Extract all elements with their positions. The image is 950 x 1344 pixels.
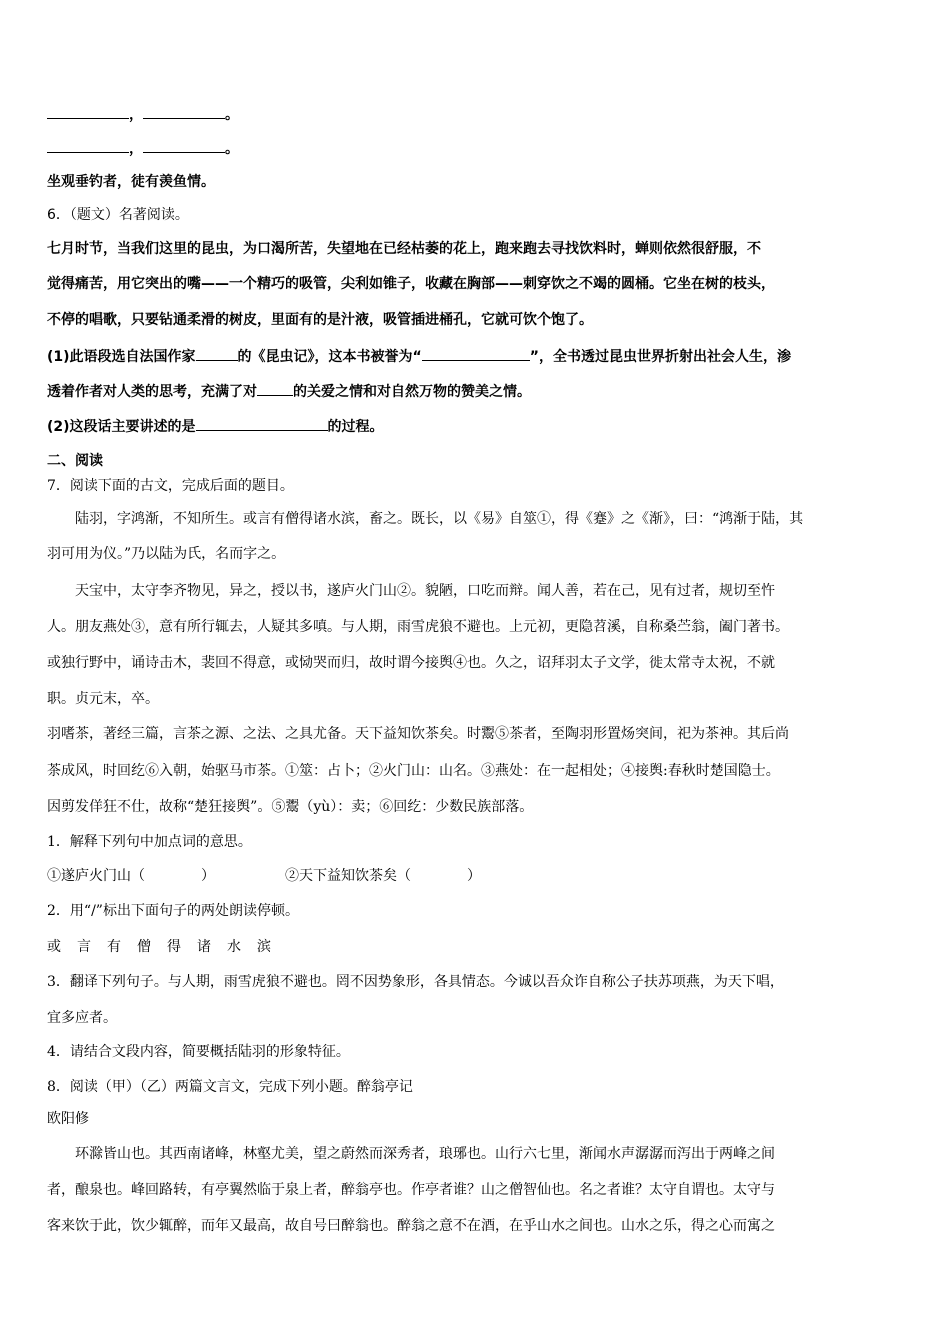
q6-passage-line: 觉得痛苦，用它突出的嘴——一个精巧的吸管，尖利如锥子，收藏在胸部——刺穿饮之不竭的圆桶。它坐在树的枝头， [47,276,775,292]
q8-para-line: 环滁皆山也。其西南诸峰，林壑尤美，望之蔚然而深秀者，琅琊也。山行六七里，渐闻水声潺潺而泻出于两峰之间 [75,1146,775,1162]
q7-para-line: 茶成风，时回纥⑥入朝，始驱马市茶。①筮：占卜；②火门山：山名。③燕处：在一起相处；④接舆:春秋时楚国隐士。 [47,763,780,779]
poem-line: 坐观垂钓者，徒有羡鱼情。 [47,174,215,190]
answer-blank[interactable] [143,104,225,119]
poem-blank-line-1: ， 。 [47,104,239,125]
q7-subquestion-3: 3．翻译下列句子。与人期，雨雪虎狼不避也。罔不因势象形，各具情态。今诚以吾众诈自称公子扶苏项燕，为天下唱， [47,974,784,990]
answer-slot-1[interactable]: ①遂庐火门山（ ） [47,868,215,884]
q7-subquestion-1-items [47,866,481,886]
answer-blank[interactable] [422,346,530,361]
q8-author: 欧阳修 [47,1111,89,1127]
question-6-title: 6．（题文）名著阅读。 [47,207,189,223]
poem-blank-line-2: ， 。 [47,138,239,159]
q7-footnote-line: 因剪发佯狂不仕，故称“楚狂接舆”。⑤鬻（yù）：卖；⑥回纥：少数民族部落。 [47,799,534,815]
q8-para-line: 者，酿泉也。峰回路转，有亭翼然临于泉上者，醉翁亭也。作亭者谁？山之僧智仙也。名之者谁？太守自谓也。太守与 [47,1182,775,1198]
question-7-title: 7．阅读下面的古文，完成后面的题目。 [47,478,294,494]
q7-para-line: 职。贞元末，卒。 [47,691,159,707]
answer-blank[interactable] [196,346,238,361]
q6-subquestion-1-cont: 透着作者对人类的思考，充满了对 的关爱之情和对自然万物的赞美之情。 [47,381,531,402]
q7-subquestion-1: 1．解释下列句中加点词的意思。 [47,834,252,850]
q6-passage-line: 七月时节，当我们这里的昆虫，为口渴所苦，失望地在已经枯萎的花上，跑来跑去寻找饮料时，蝉则依然很舒服，不 [47,241,761,257]
section-heading: 二、阅读 [47,453,103,469]
answer-blank[interactable] [47,138,129,153]
answer-blank[interactable] [47,104,129,119]
q7-subquestion-2: 2．用“/”标出下面句子的两处朗读停顿。 [47,903,299,919]
q7-para-line: 羽可用为仪。”乃以陆为氏，名而字之。 [47,546,286,562]
answer-slot-2[interactable]: ②天下益知饮茶矣（ ） [285,868,481,884]
q8-para-line: 客来饮于此，饮少辄醉，而年又最高，故自号曰醉翁也。醉翁之意不在酒，在乎山水之间也。山水之乐，得之心而寓之 [47,1218,775,1234]
q7-subquestion-3-cont: 宜多应者。 [47,1010,117,1026]
answer-blank[interactable] [143,138,225,153]
pause-marking-sentence[interactable]: 或 言 有 僧 得 诸 水 滨 [47,939,271,955]
answer-blank[interactable] [257,381,293,396]
q7-para-line: 陆羽，字鸿渐，不知所生。或言有僧得诸水滨，畜之。既长，以《易》自筮①，得《蹇》之《渐》，曰：“鸿渐于陆，其 [75,511,804,527]
q7-subquestion-4: 4．请结合文段内容，简要概括陆羽的形象特征。 [47,1044,350,1060]
q7-para-line: 或独行野中，诵诗击木，裴回不得意，或恸哭而归，故时谓今接舆④也。久之，诏拜羽太子文学，徙太常寺太祝，不就 [47,655,775,671]
q6-passage-line: 不停的唱歌，只要钻通柔滑的树皮，里面有的是汁液，吸管插进桶孔，它就可饮个饱了。 [47,312,593,328]
q6-subquestion-1: (1)此语段选自法国作家 的《昆虫记》，这本书被誉为“ ”，全书透过昆虫世界折射出社会人生，渗 [47,346,791,367]
answer-blank[interactable] [196,416,328,431]
q6-subquestion-2: (2)这段话主要讲述的是 的过程。 [47,416,384,437]
q7-para-line: 天宝中，太守李齐物见，异之，授以书，遂庐火门山②。貌陋，口吃而辩。闻人善，若在己，见有过者，规切至忤 [75,583,775,599]
q7-para-line: 人。朋友燕处③，意有所行辄去，人疑其多嗔。与人期，雨雪虎狼不避也。上元初，更隐苕溪，自称桑苎翁，阖门著书。 [47,619,789,635]
question-8-title: 8．阅读（甲）（乙）两篇文言文，完成下列小题。醉翁亭记 [47,1079,413,1095]
q7-para-line: 羽嗜茶，著经三篇，言茶之源、之法、之具尤备。天下益知饮茶矣。时鬻⑤茶者，至陶羽形置炀突间，祀为茶神。其后尚 [47,726,789,742]
